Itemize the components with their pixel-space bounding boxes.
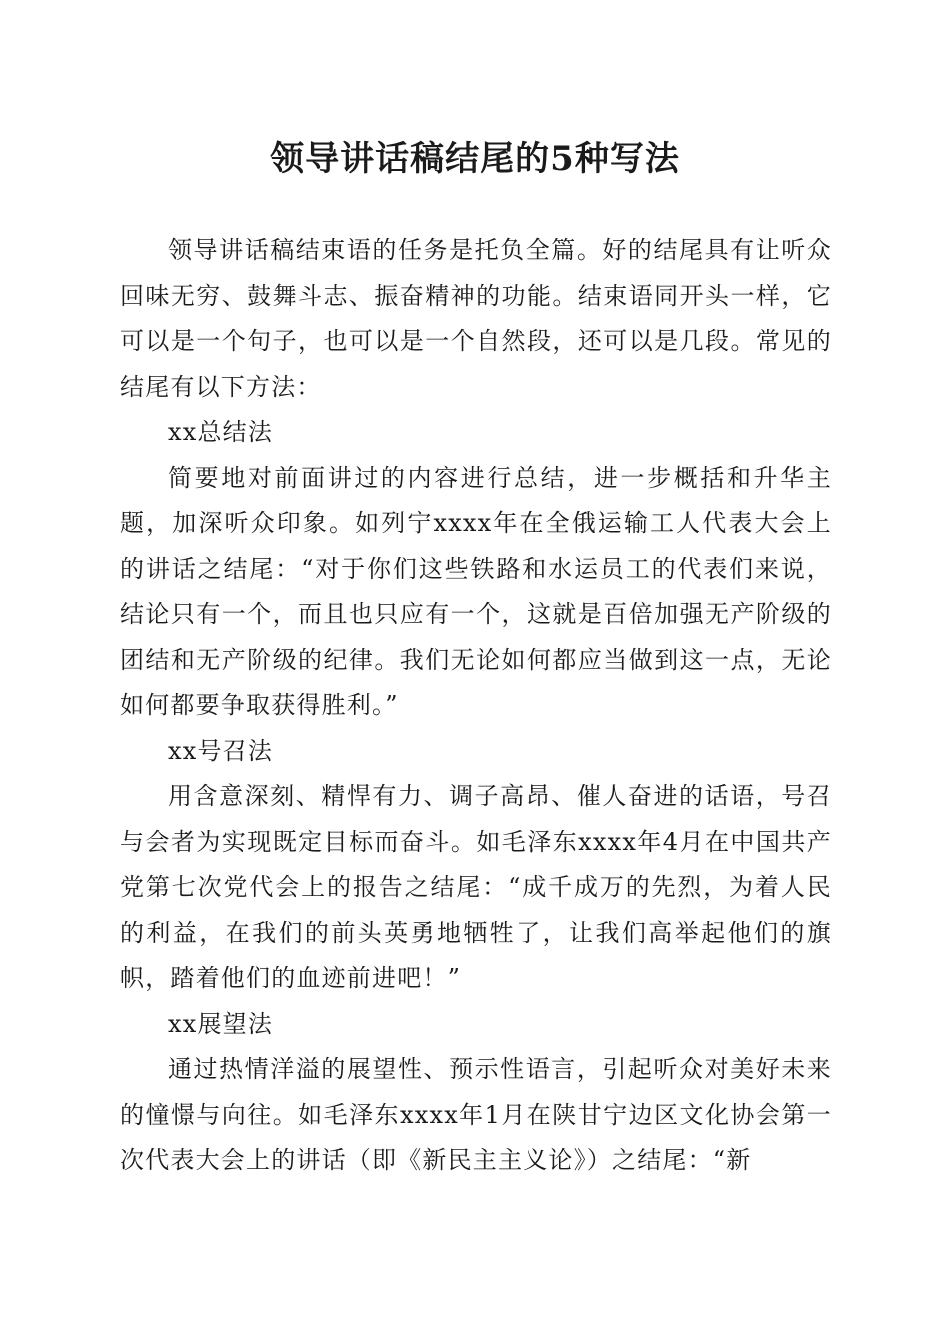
section-heading-outlook: xx展望法 <box>168 1009 274 1038</box>
section-heading-call: xx号召法 <box>168 736 274 765</box>
intro-paragraph: 领导讲话稿结束语的任务是托负全篇。好的结尾具有让听众回味无穷、鼓舞斗志、振奋精神的功能。结束语同开头一样，它可以是一个句子，也可以是一个自然段，还可以是几段。常见的结尾有以下方法： <box>120 236 832 401</box>
section-heading-summary: xx总结法 <box>168 418 274 446</box>
call-paragraph: 用含意深刻、精悍有力、调子高昂、催人奋进的话语，号召与会者为实现既定目标而奋斗。如毛泽东xxxx年4月在中国共产党第七次党代会上的报告之结尾：“成千成万的先烈，为着人民的利益，在我们的前头英勇地牺牲了，让我们高举起他们的旗帜，踏着他们的血迹前进吧！” <box>120 782 832 992</box>
outlook-paragraph: 通过热情洋溢的展望性、预示性语言，引起听众对美好未来的憧憬与向往。如毛泽东xxxx年1月在陕甘宁边区文化协会第一次代表大会上的讲话（即《新民主主义论》）之结尾：“新 <box>120 1055 832 1174</box>
document-title: 领导讲话稿结尾的5种写法 <box>270 139 680 179</box>
summary-paragraph: 简要地对前面讲过的内容进行总结，进一步概括和升华主题，加深听众印象。如列宁xxxx年在全俄运输工人代表大会上的讲话之结尾：“对于你们这些铁路和水运员工的代表们来说，结论只有一个，而且也只应有一个，这就是百倍加强无产阶级的团结和无产阶级的纪律。我们无论如何都应当做到这一点，无论如何都要争取获得胜利。” <box>120 463 832 719</box>
document-body <box>120 228 832 1184</box>
